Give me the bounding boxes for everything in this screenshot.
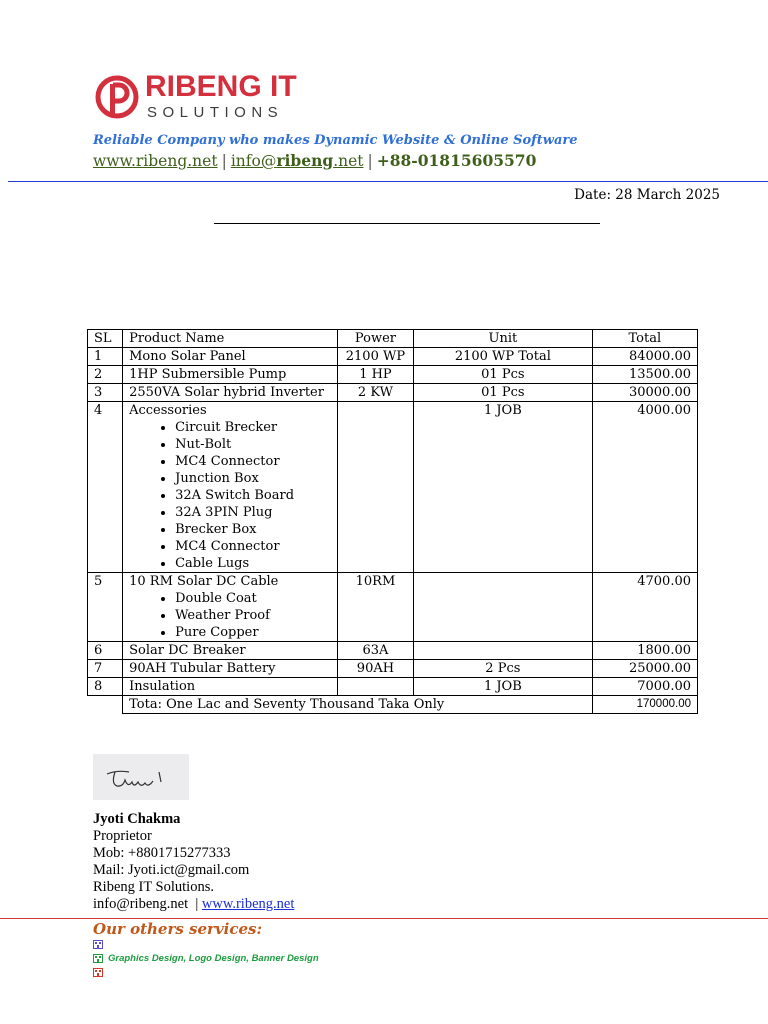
cell-product: Mono Solar Panel	[123, 348, 338, 366]
list-item: • Brecker Box	[175, 521, 331, 538]
header-product: Product Name	[123, 330, 338, 348]
email-prefix: info@	[230, 152, 277, 170]
signer-mobile: Mob: +8801715277333	[93, 845, 231, 861]
table-row	[88, 573, 698, 642]
cell-power	[337, 678, 413, 696]
building-icon	[93, 968, 103, 977]
cell-product: Insulation	[123, 678, 338, 696]
cell-sl: 4	[88, 402, 123, 573]
cell-sl: 3	[88, 384, 123, 402]
logo-mark-icon	[95, 72, 139, 122]
table-row	[88, 678, 698, 696]
cell-product	[123, 402, 338, 573]
signer-links	[93, 896, 294, 913]
cell-power: 63A	[337, 642, 413, 660]
cell-product: 90AH Tubular Battery	[123, 660, 338, 678]
header-total: Total	[592, 330, 697, 348]
cell-product: 2550VA Solar hybrid Inverter	[123, 384, 338, 402]
signature-scribble	[93, 754, 189, 800]
product-name: 10 RM Solar DC Cable	[129, 574, 279, 589]
product-name: Accessories	[129, 403, 207, 418]
logo-name: RIBENG IT	[145, 70, 297, 103]
separator: |	[367, 152, 373, 170]
logo-subtitle: SOLUTIONS	[147, 104, 284, 121]
table-row	[88, 660, 698, 678]
cell-sl: 1	[88, 348, 123, 366]
subject-underline	[214, 223, 600, 224]
signer-block	[93, 811, 294, 913]
signer-title: Proprietor	[93, 828, 152, 844]
signer-mail: Mail: Jyoti.ict@gmail.com	[93, 862, 250, 878]
email-link[interactable]	[231, 152, 364, 170]
list-item: • MC4 Connector	[175, 538, 331, 555]
grand-total: 170000.00	[592, 696, 697, 714]
table-row	[88, 642, 698, 660]
list-item: • MC4 Connector	[175, 453, 331, 470]
table-row	[88, 384, 698, 402]
contact-line	[93, 151, 536, 170]
cell-unit: 01 Pcs	[414, 366, 593, 384]
cell-unit: 1 JOB	[414, 678, 593, 696]
table-row	[88, 348, 698, 366]
services-title: Our others services:	[93, 920, 263, 938]
signature-image	[93, 754, 189, 800]
company-tagline: Reliable Company who makes Dynamic Website & Online Software	[93, 133, 578, 148]
header-sl: SL	[88, 330, 123, 348]
header-unit: Unit	[414, 330, 593, 348]
company-logo	[95, 72, 325, 124]
signer-website-link[interactable]: www.ribeng.net	[201, 896, 295, 912]
cell-total: 25000.00	[592, 660, 697, 678]
list-item: • Nut-Bolt	[175, 436, 331, 453]
list-item: • 32A Switch Board	[175, 487, 331, 504]
building-icon	[93, 940, 103, 949]
total-empty-cell	[88, 696, 123, 714]
list-item: • Pure Copper	[175, 624, 331, 641]
signer-company: Ribeng IT Solutions.	[93, 879, 214, 895]
separator: |	[195, 896, 199, 912]
cell-power: 1 HP	[337, 366, 413, 384]
service-text: Graphics Design, Logo Design, Banner Design	[108, 953, 319, 964]
cell-unit: 01 Pcs	[414, 384, 593, 402]
cell-unit: 2 Pcs	[414, 660, 593, 678]
cell-sl: 6	[88, 642, 123, 660]
cell-total: 7000.00	[592, 678, 697, 696]
website-link[interactable]: www.ribeng.net	[93, 152, 218, 170]
cell-total: 84000.00	[592, 348, 697, 366]
cell-power	[337, 402, 413, 573]
cell-total: 4700.00	[592, 573, 697, 642]
cell-sl: 5	[88, 573, 123, 642]
document-date: Date: 28 March 2025	[574, 187, 720, 203]
list-item: • Weather Proof	[175, 607, 331, 624]
accessory-list	[129, 419, 331, 572]
signer-email: info@ribeng.net	[93, 896, 189, 912]
total-in-words: Tota: One Lac and Seventy Thousand Taka Only	[123, 696, 593, 714]
cell-power: 2100 WP	[337, 348, 413, 366]
table-total-row	[88, 696, 698, 714]
email-suffix: .net	[333, 152, 364, 170]
phone-number: +88-01815605570	[376, 151, 537, 170]
cable-feature-list	[129, 590, 331, 641]
email-domain: ribeng	[276, 151, 334, 170]
cell-total: 30000.00	[592, 384, 697, 402]
cell-power: 10RM	[337, 573, 413, 642]
cell-product	[123, 573, 338, 642]
separator: |	[221, 152, 227, 170]
signer-name: Jyoti Chakma	[93, 811, 181, 827]
cell-power: 2 KW	[337, 384, 413, 402]
items-table	[87, 329, 698, 714]
table-header-row	[88, 330, 698, 348]
list-item: • Junction Box	[175, 470, 331, 487]
list-item: • Cable Lugs	[175, 555, 331, 572]
table-row	[88, 366, 698, 384]
service-item	[93, 953, 319, 964]
table-row	[88, 402, 698, 573]
cell-sl: 8	[88, 678, 123, 696]
cell-product: Solar DC Breaker	[123, 642, 338, 660]
cell-unit: 1 JOB	[414, 402, 593, 573]
cell-total: 4000.00	[592, 402, 697, 573]
cell-total: 13500.00	[592, 366, 697, 384]
list-item: • Circuit Brecker	[175, 419, 331, 436]
header-divider	[8, 181, 768, 182]
footer-divider	[0, 918, 768, 919]
cell-unit	[414, 573, 593, 642]
service-item	[93, 939, 108, 950]
header-power: Power	[337, 330, 413, 348]
service-item	[93, 967, 108, 978]
cell-sl: 7	[88, 660, 123, 678]
list-item: • Double Coat	[175, 590, 331, 607]
cell-power: 90AH	[337, 660, 413, 678]
cell-total: 1800.00	[592, 642, 697, 660]
list-item: • 32A 3PIN Plug	[175, 504, 331, 521]
building-icon	[93, 954, 103, 963]
cell-product: 1HP Submersible Pump	[123, 366, 338, 384]
cell-unit	[414, 642, 593, 660]
cell-sl: 2	[88, 366, 123, 384]
cell-unit: 2100 WP Total	[414, 348, 593, 366]
